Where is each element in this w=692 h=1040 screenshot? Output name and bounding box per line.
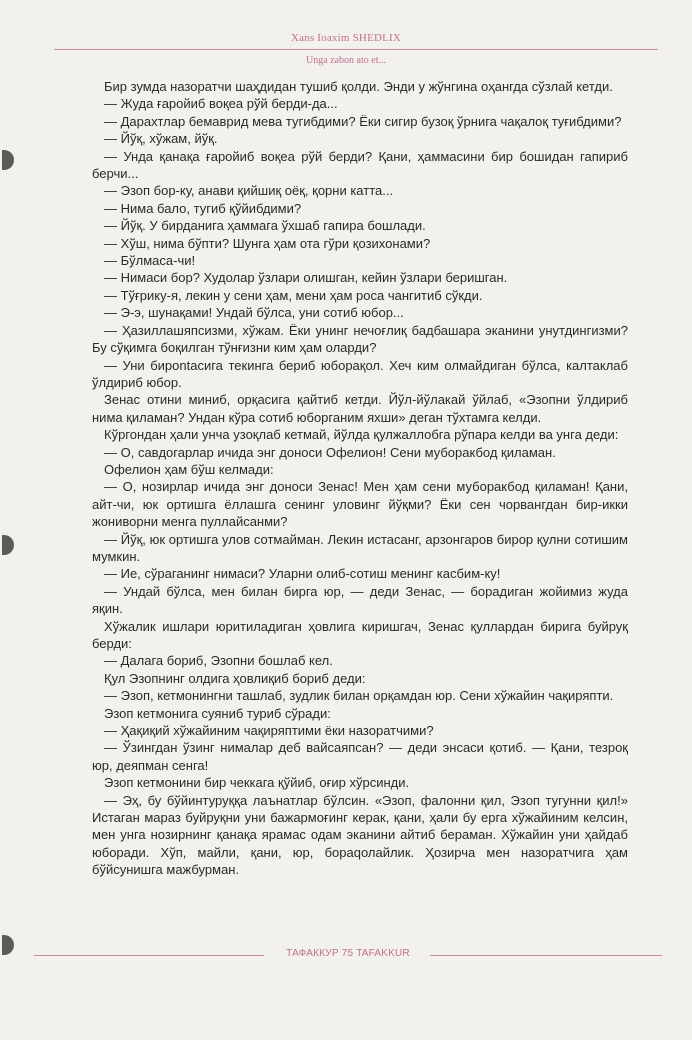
paragraph: — Йўқ, хўжам, йўқ.: [104, 131, 218, 147]
paragraph: — Унда қанақа ғаройиб воқеа рўй берди? Қани, ҳаммасини бир бошидан гапириб берчи...: [92, 148, 628, 182]
paragraph: Эзоп кетмонига суяниб туриб сўради:: [104, 705, 331, 721]
paragraph: Офелион ҳам бўш келмади:: [104, 461, 274, 477]
footer-divider-right: [430, 955, 662, 956]
paragraph: — Нима бало, тугиб қўйибдими?: [104, 200, 302, 216]
paragraph: Хўжалик ишлари юритиладиган ҳовлига киришгач, Зенас қуллардан бирига буйруқ берди:: [92, 618, 628, 651]
paragraph: — О, нозирлар ичида энг доноси Зенас! Мен ҳам сени муборакбод қиламан! Қани, айт-чи, юк ортишга ёллашга сенинг уловинг йўқми? Ёки сен чорвангдан бир-икки жониворни менга пуллайсанми?: [92, 479, 628, 530]
paragraph: — Ундай бўлса, мен билан бирга юр, — деди Зенас, — борадиган жойимиз жуда яқин.: [92, 583, 628, 617]
paragraph: — Уни бирontасига текинга бериб юборақол. Хеч ким олмайдиган бўлса, калтаклаб ўлдириб юбор.: [92, 357, 628, 390]
paragraph: — Ўзингдан ўзинг нималар деб вайсаяпсан? — деди энсаси қотиб. — Қани, тезроқ юр, деяпман сенга!: [92, 740, 628, 773]
header-divider: [54, 49, 658, 50]
paragraph: — О, савдогарлар ичида энг доноси Офелион! Сени муборакбод қиламан.: [104, 444, 556, 460]
paragraph: — Йўқ. У бирданига ҳаммага ўхшаб гапира бошлади.: [104, 218, 426, 234]
binding-hole-mark: [2, 935, 14, 955]
binding-hole-mark: [2, 535, 14, 555]
paragraph: Кўргондан ҳали унча узоқлаб кетмай, йўлда қулжаллобга рўпара келди ва унга деди:: [104, 427, 619, 443]
paragraph: — Жуда ғаройиб воқеа рўй берди-да...: [104, 96, 338, 112]
paragraph: — Хўш, нима бўпти? Шунга ҳам ота гўри қозихонами?: [104, 235, 431, 251]
paragraph: — Ҳақиқий хўжайиним чақиряптими ёки назоратчими?: [104, 723, 434, 739]
running-header-author: Xans Ioaxim SHEDLIX: [290, 32, 402, 44]
paragraph: Қул Эзопнинг олдига ҳовлиқиб бориб деди:: [104, 670, 366, 686]
paragraph: — Тўғрику-я, лекин у сени ҳам, мени ҳам роса чангитиб сўкди.: [104, 287, 483, 303]
footer-divider-left: [34, 955, 264, 956]
binding-hole-mark: [2, 150, 14, 170]
running-header-title: Unga zabon ato et...: [306, 55, 386, 66]
paragraph: — Йўқ, юк ортишга улов сотмайман. Лекин истасанг, арзонгаров бирор қулни сотишим мумкин.: [92, 531, 628, 564]
paragraph: — Нимаси бор? Худолар ўзлари олишган, кейин ўзлари беришган.: [104, 270, 508, 286]
paragraph: — Эзоп бор-ку, анави қийшиқ оёқ, қорни катта...: [104, 183, 394, 199]
paragraph: — Э-э, шунақами! Ундай бўлса, уни сотиб юбор...: [104, 305, 404, 321]
paragraph: — Ҳазиллашяпсизми, хўжам. Ёки унинг нечоғлиқ бадбашара эканини унутдингизми? Бу сўқимга боқилган тўнғизни ким ҳам оларди?: [92, 322, 628, 356]
paragraph: — Бўлмаса-чи!: [104, 253, 196, 269]
page-footer: ТАФАККУР 75 TAFAKKUR: [286, 948, 410, 959]
paragraph: — Ие, сўраганинг нимаси? Уларни олиб-сотиш менинг касбим-ку!: [104, 566, 501, 582]
paragraph: — Дарахтлар бемаврид мева тугибдими? Ёки сигир бузоқ ўрнига чақалоқ туғибдими?: [104, 113, 622, 129]
article-body: [92, 78, 628, 879]
paragraph: — Эзоп, кетмонингни ташлаб, зудлик билан орқамдан юр. Сени хўжайин чақиряпти.: [104, 688, 614, 704]
paragraph: — Эҳ, бу бўйинтуруққа лаънатлар бўлсин. «Эзоп, фалонни қил, Эзоп тугунни қил!» Истаган мараз буйруқни уни бажармоғинг керак, қани, ҳали бу ерга хўжайиним келсин, мен унга нозирнинг қанақа ярамас одам эканини айтиб бераман. Хўжайин уни ҳайдаб юборади. Хўп, майли, қани, юр, бораqолайлик. Ҳозирча мен назоратчига ҳам бўйсунишга мажбурман.: [92, 792, 628, 878]
paragraph: Эзоп кетмонини бир чеккага қўйиб, оғир хўрсинди.: [104, 775, 410, 791]
paragraph: Бир зумда назоратчи шаҳдидан тушиб қолди. Энди у жўнгина оҳангда сўзлай кетди.: [104, 79, 613, 94]
paragraph: Зенас отини миниб, орқасига қайтиб кетди. Йўл-йўлакай ўйлаб, «Эзопни ўлдириб нима қиламан? Ундан кўра сотиб юборганим яхши» деган тўхтамга келди.: [92, 392, 628, 425]
paragraph: — Далага бориб, Эзопни бошлаб кел.: [104, 653, 333, 669]
